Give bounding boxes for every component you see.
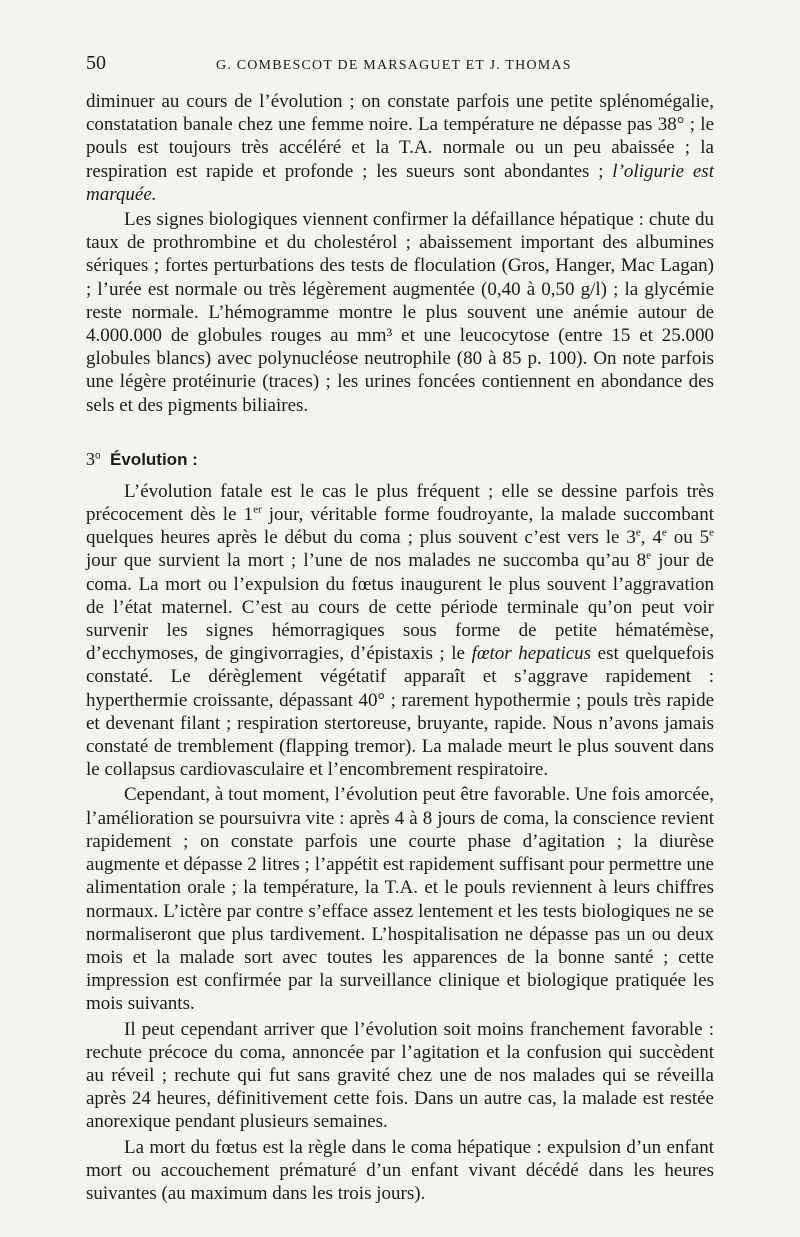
section-title: Évolution :: [110, 449, 198, 469]
ordinal-sup: er: [253, 503, 262, 516]
section-number: 3: [86, 448, 95, 469]
paragraph-text: est quelquefois constaté. Le dérèglement végétatif apparaît et s’aggrave rapidement : hyperthermie croissante, dépassant 40° ; rarement hypothermie ; pouls très rapide et devenant filant ; respiration stertoreuse, bruyante, rapide. Nous n’avons jamais constaté de tremblement (flapping tremor). La malade meurt le plus souvent dans le collapsus cardiovasculaire et l’encombrement respiratoire.: [86, 643, 714, 781]
section-heading: [86, 449, 714, 470]
paragraph-text: , 4: [640, 527, 662, 549]
paragraph-text: jour, véritable forme foudroyante, la malade succombant quelques heures après le début du coma ; plus souvent c’est vers le 3: [86, 504, 714, 549]
paragraph-relapse: Il peut cependant arriver que l’évolution soit moins franchement favorable : rechute précoce du coma, annoncée par l’agitation et la confusion qui succèdent au réveil ; rechute qui fut sans gravité chez une de nos malades qui se réveilla après 24 heures, définitivement cette fois. Dans un autre cas, la malade est restée anorexique pendant plusieurs semaines.: [86, 1018, 714, 1133]
ordinal-sup: e: [646, 550, 652, 563]
paragraph-favorable-evolution: Cependant, à tout moment, l’évolution peut être favorable. Une fois amorcée, l’amélioration se poursuivra vite : après 4 à 8 jours de coma, la conscience revient rapidement ; on constate parfois une courte phase d’agitation ; la diurèse augmente et dépasse 2 litres ; l’appétit est rapidement suffisant pour permettre une alimentation orale ; la température, la T.A. et le pouls reviennent à leurs chiffres normaux. L’ictère par contre s’efface assez lentement et les tests biologiques ne se normaliseront que plus tardivement. L’hospitalisation ne dépasse pas un ou deux mois et la malade sort avec toutes les apparences de la bonne santé ; cette impression est confirmée par la surveillance clinique et biologique pratiquée les mois suivants.: [86, 784, 714, 1015]
paragraph-text: L’évolution fatale est le cas le plus fréquent ; elle se dessine parfois très précocement dès le 1: [86, 480, 714, 526]
paragraph-text: diminuer au cours de l’évolution ; on constate parfois une petite splénomégalie, constatation banale chez une femme noire. La température ne dépasse pas 38° ; le pouls est toujours très accéléré et la T.A. normale ou un peu abaissée ; la respiration est rapide et profonde ; les sueurs sont abondantes ;: [86, 91, 714, 182]
ordinal-sup: e: [635, 526, 641, 539]
emphasis-text: l’oligurie est marquée.: [86, 160, 714, 205]
paragraph-text: ou 5: [666, 527, 710, 549]
running-title: G. COMBESCOT DE MARSAGUET ET J. THOMAS: [216, 58, 572, 73]
ordinal-sup: e: [661, 526, 667, 539]
paragraph-text: jour que survient la mort ; l’une de nos malades ne succomba qu’au 8: [86, 550, 647, 572]
paragraph-fatal-evolution: [86, 480, 714, 782]
page-header: [86, 52, 714, 92]
paragraph-biological-signs: Les signes biologiques viennent confirmer la défaillance hépatique : chute du taux de prothrombine et du cholestérol ; abaissement important des albumines sériques ; fortes perturbations des tests de floculation (Gros, Hanger, Mac Lagan) ; l’urée est normale ou très légèrement augmentée (0,40 à 0,50 g/l) ; la glycémie reste normale. L’hémogramme montre le plus souvent une anémie autour de 4.000.000 de globules rouges au mm³ et une leucocytose (entre 15 et 25.000 globules blancs) avec polynucléose neutrophile (80 à 85 p. 100). On note parfois une légère protéinurie (traces) ; les urines foncées contiennent en abondance des sels et des pigments biliaires.: [86, 209, 714, 416]
section-number-sup: o: [95, 450, 101, 462]
paragraph-text: jour de coma. La mort ou l’expulsion du fœtus inaugurent le plus souvent l’aggravation de l’état maternel. C’est au cours de cette période terminale qu’on peut voir survenir les signes hémorragiques sous forme de petite hématémèse, d’ecchymoses, de gingivorragies, d’épistaxis ; le: [86, 550, 714, 665]
paragraph-fetal-death: La mort du fœtus est la règle dans le coma hépatique : expulsion d’un enfant mort ou accouchement prématuré d’un enfant vivant décédé dans les heures suivantes (au maximum dans les trois jours).: [86, 1136, 714, 1204]
page-number: 50: [86, 52, 106, 74]
ordinal-sup: e: [709, 526, 714, 539]
emphasis-text: fœtor hepaticus: [471, 643, 592, 665]
paragraph-clinical-signs: [86, 90, 714, 206]
